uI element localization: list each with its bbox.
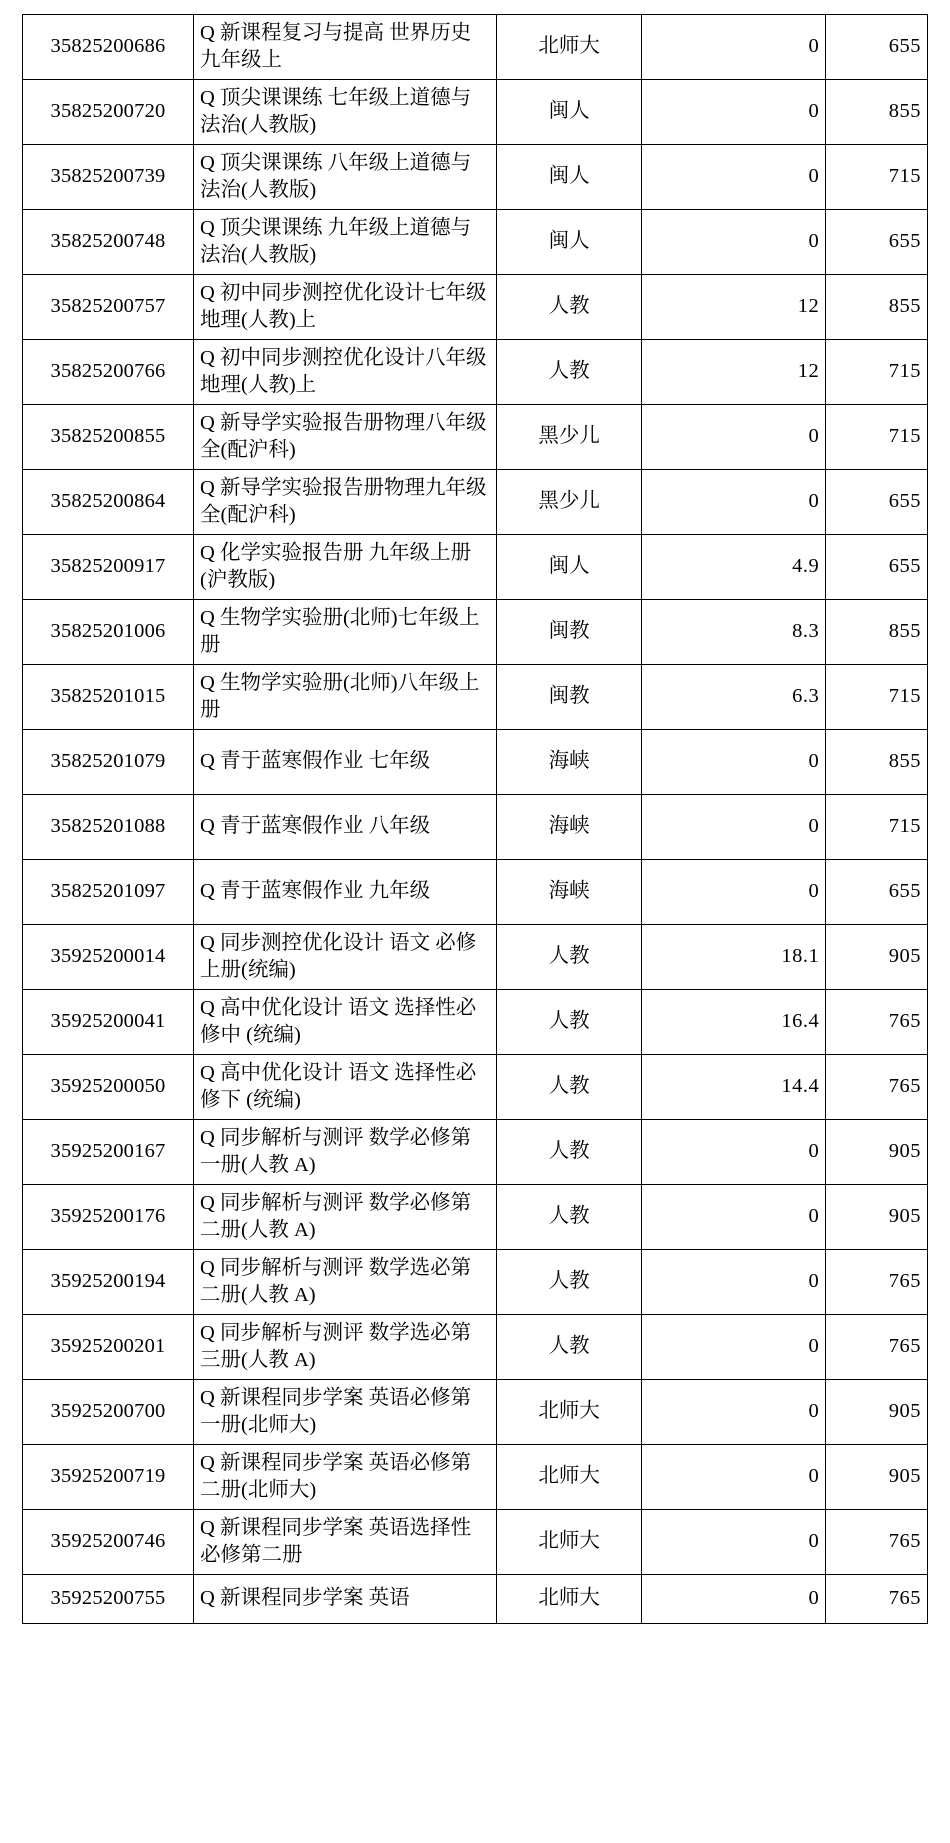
- cell-title: Q 顶尖课课练 八年级上道德与法治(人教版): [194, 145, 497, 210]
- cell-number: 0: [642, 405, 826, 470]
- cell-quantity: 765: [826, 1315, 928, 1380]
- cell-title: Q 顶尖课课练 九年级上道德与法治(人教版): [194, 210, 497, 275]
- cell-publisher: 黑少儿: [497, 470, 642, 535]
- cell-quantity: 715: [826, 795, 928, 860]
- cell-quantity: 655: [826, 470, 928, 535]
- cell-code: 35825201006: [23, 600, 194, 665]
- cell-quantity: 905: [826, 925, 928, 990]
- cell-code: 35825200766: [23, 340, 194, 405]
- table-row: [23, 340, 928, 405]
- cell-publisher: 黑少儿: [497, 405, 642, 470]
- cell-quantity: 905: [826, 1445, 928, 1510]
- table-row: [23, 275, 928, 340]
- cell-number: 0: [642, 80, 826, 145]
- book-inventory-table: [22, 14, 928, 1624]
- cell-publisher: 人教: [497, 990, 642, 1055]
- cell-publisher: 北师大: [497, 1445, 642, 1510]
- cell-code: 35925200050: [23, 1055, 194, 1120]
- cell-number: 0: [642, 1315, 826, 1380]
- cell-number: 0: [642, 1120, 826, 1185]
- cell-code: 35825200720: [23, 80, 194, 145]
- cell-quantity: 905: [826, 1185, 928, 1250]
- cell-quantity: 855: [826, 730, 928, 795]
- table-row: [23, 405, 928, 470]
- cell-quantity: 765: [826, 1250, 928, 1315]
- cell-title: Q 生物学实验册(北师)七年级上册: [194, 600, 497, 665]
- cell-quantity: 765: [826, 990, 928, 1055]
- cell-title: Q 新课程同步学案 英语选择性必修第二册: [194, 1510, 497, 1575]
- cell-number: 8.3: [642, 600, 826, 665]
- cell-number: 12: [642, 275, 826, 340]
- cell-number: 0: [642, 210, 826, 275]
- cell-publisher: 闽教: [497, 600, 642, 665]
- table-row: [23, 1445, 928, 1510]
- cell-number: 0: [642, 730, 826, 795]
- cell-title: Q 新课程复习与提高 世界历史九年级上: [194, 15, 497, 80]
- cell-quantity: 715: [826, 405, 928, 470]
- table-body: [23, 15, 928, 1624]
- cell-number: 0: [642, 795, 826, 860]
- cell-publisher: 北师大: [497, 1575, 642, 1624]
- cell-title: Q 高中优化设计 语文 选择性必修下 (统编): [194, 1055, 497, 1120]
- table-row: [23, 210, 928, 275]
- cell-code: 35925200700: [23, 1380, 194, 1445]
- cell-quantity: 855: [826, 600, 928, 665]
- cell-quantity: 655: [826, 210, 928, 275]
- cell-code: 35925200201: [23, 1315, 194, 1380]
- cell-number: 6.3: [642, 665, 826, 730]
- cell-publisher: 闽人: [497, 80, 642, 145]
- table-row: [23, 1315, 928, 1380]
- cell-code: 35825201079: [23, 730, 194, 795]
- cell-publisher: 闽教: [497, 665, 642, 730]
- cell-title: Q 青于蓝寒假作业 七年级: [194, 730, 497, 795]
- cell-title: Q 青于蓝寒假作业 八年级: [194, 795, 497, 860]
- cell-title: Q 初中同步测控优化设计八年级地理(人教)上: [194, 340, 497, 405]
- cell-publisher: 闽人: [497, 535, 642, 600]
- cell-title: Q 同步解析与测评 数学选必第三册(人教 A): [194, 1315, 497, 1380]
- cell-title: Q 同步解析与测评 数学必修第一册(人教 A): [194, 1120, 497, 1185]
- cell-quantity: 715: [826, 145, 928, 210]
- cell-number: 14.4: [642, 1055, 826, 1120]
- table-row: [23, 1120, 928, 1185]
- cell-quantity: 855: [826, 80, 928, 145]
- cell-code: 35825200739: [23, 145, 194, 210]
- cell-title: Q 同步解析与测评 数学选必第二册(人教 A): [194, 1250, 497, 1315]
- cell-title: Q 青于蓝寒假作业 九年级: [194, 860, 497, 925]
- cell-code: 35925200746: [23, 1510, 194, 1575]
- cell-publisher: 人教: [497, 1120, 642, 1185]
- cell-title: Q 初中同步测控优化设计七年级地理(人教)上: [194, 275, 497, 340]
- cell-title: Q 新课程同步学案 英语必修第一册(北师大): [194, 1380, 497, 1445]
- cell-code: 35925200719: [23, 1445, 194, 1510]
- cell-publisher: 北师大: [497, 15, 642, 80]
- cell-number: 0: [642, 1185, 826, 1250]
- cell-publisher: 北师大: [497, 1510, 642, 1575]
- cell-title: Q 新导学实验报告册物理九年级全(配沪科): [194, 470, 497, 535]
- cell-title: Q 化学实验报告册 九年级上册(沪教版): [194, 535, 497, 600]
- cell-quantity: 765: [826, 1510, 928, 1575]
- cell-title: Q 新课程同步学案 英语必修第二册(北师大): [194, 1445, 497, 1510]
- cell-publisher: 人教: [497, 340, 642, 405]
- cell-code: 35825200864: [23, 470, 194, 535]
- table-row: [23, 15, 928, 80]
- table-row: [23, 600, 928, 665]
- table-row: [23, 1250, 928, 1315]
- cell-number: 0: [642, 860, 826, 925]
- table-row: [23, 1510, 928, 1575]
- cell-quantity: 655: [826, 860, 928, 925]
- cell-code: 35825201097: [23, 860, 194, 925]
- cell-publisher: 北师大: [497, 1380, 642, 1445]
- cell-title: Q 同步测控优化设计 语文 必修上册(统编): [194, 925, 497, 990]
- cell-code: 35825200855: [23, 405, 194, 470]
- cell-publisher: 海峡: [497, 860, 642, 925]
- cell-publisher: 人教: [497, 1250, 642, 1315]
- table-row: [23, 665, 928, 730]
- cell-quantity: 905: [826, 1120, 928, 1185]
- cell-title: Q 生物学实验册(北师)八年级上册: [194, 665, 497, 730]
- cell-publisher: 人教: [497, 925, 642, 990]
- table-row: [23, 145, 928, 210]
- table-row: [23, 730, 928, 795]
- cell-title: Q 新课程同步学案 英语: [194, 1575, 497, 1624]
- cell-number: 0: [642, 15, 826, 80]
- table-row: [23, 1055, 928, 1120]
- cell-code: 35925200014: [23, 925, 194, 990]
- cell-publisher: 闽人: [497, 210, 642, 275]
- cell-title: Q 新导学实验报告册物理八年级全(配沪科): [194, 405, 497, 470]
- table-row: [23, 925, 928, 990]
- cell-code: 35925200194: [23, 1250, 194, 1315]
- cell-code: 35825201088: [23, 795, 194, 860]
- table-row: [23, 990, 928, 1055]
- cell-quantity: 765: [826, 1055, 928, 1120]
- cell-publisher: 海峡: [497, 795, 642, 860]
- table-row: [23, 795, 928, 860]
- cell-quantity: 905: [826, 1380, 928, 1445]
- cell-code: 35825200917: [23, 535, 194, 600]
- cell-code: 35925200167: [23, 1120, 194, 1185]
- cell-title: Q 同步解析与测评 数学必修第二册(人教 A): [194, 1185, 497, 1250]
- cell-publisher: 闽人: [497, 145, 642, 210]
- cell-number: 18.1: [642, 925, 826, 990]
- cell-quantity: 715: [826, 665, 928, 730]
- cell-publisher: 人教: [497, 1315, 642, 1380]
- table-row: [23, 470, 928, 535]
- table-row: [23, 80, 928, 145]
- cell-number: 0: [642, 1445, 826, 1510]
- cell-publisher: 人教: [497, 275, 642, 340]
- cell-number: 0: [642, 470, 826, 535]
- cell-code: 35925200755: [23, 1575, 194, 1624]
- table-row: [23, 535, 928, 600]
- cell-code: 35925200176: [23, 1185, 194, 1250]
- cell-title: Q 高中优化设计 语文 选择性必修中 (统编): [194, 990, 497, 1055]
- cell-quantity: 855: [826, 275, 928, 340]
- cell-publisher: 人教: [497, 1185, 642, 1250]
- table-row: [23, 1380, 928, 1445]
- cell-code: 35925200041: [23, 990, 194, 1055]
- table-row: [23, 1575, 928, 1624]
- table-row: [23, 860, 928, 925]
- cell-publisher: 海峡: [497, 730, 642, 795]
- cell-code: 35825200686: [23, 15, 194, 80]
- cell-quantity: 765: [826, 1575, 928, 1624]
- cell-quantity: 715: [826, 340, 928, 405]
- cell-number: 4.9: [642, 535, 826, 600]
- cell-number: 0: [642, 1250, 826, 1315]
- cell-number: 0: [642, 1380, 826, 1445]
- cell-quantity: 655: [826, 535, 928, 600]
- cell-code: 35825200748: [23, 210, 194, 275]
- cell-number: 16.4: [642, 990, 826, 1055]
- cell-title: Q 顶尖课课练 七年级上道德与法治(人教版): [194, 80, 497, 145]
- cell-quantity: 655: [826, 15, 928, 80]
- cell-number: 0: [642, 145, 826, 210]
- cell-number: 0: [642, 1510, 826, 1575]
- table-row: [23, 1185, 928, 1250]
- cell-publisher: 人教: [497, 1055, 642, 1120]
- cell-code: 35825201015: [23, 665, 194, 730]
- cell-number: 12: [642, 340, 826, 405]
- cell-code: 35825200757: [23, 275, 194, 340]
- cell-number: 0: [642, 1575, 826, 1624]
